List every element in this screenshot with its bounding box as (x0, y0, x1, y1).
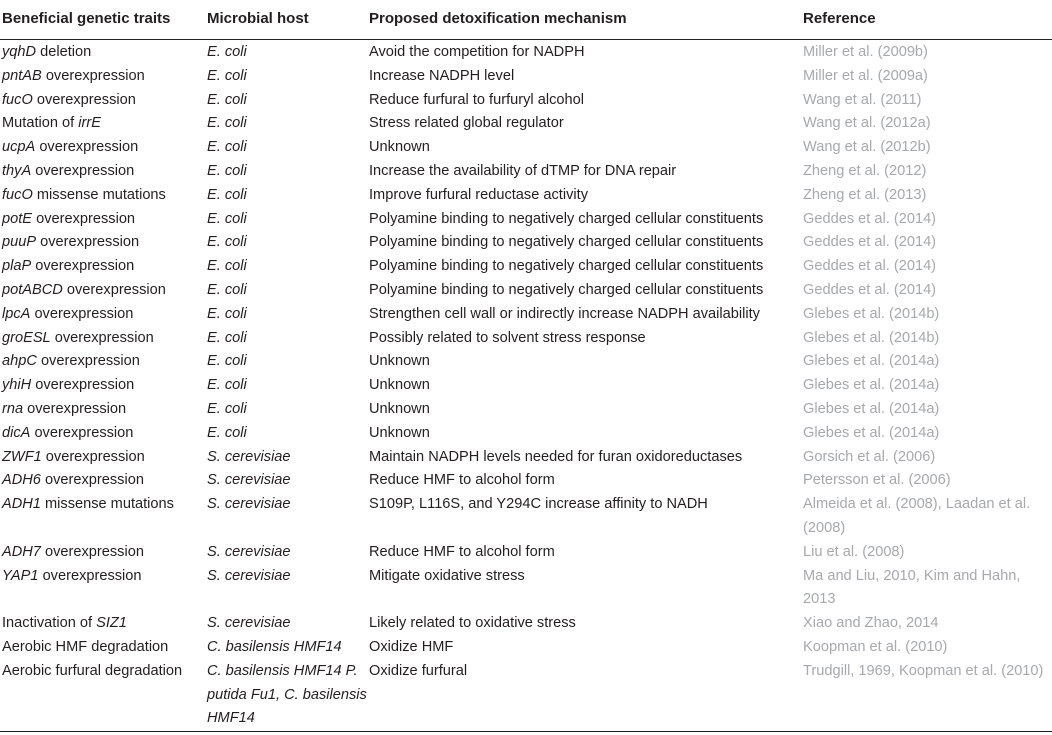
host-cell: E. coli (207, 186, 247, 203)
table-body (0, 40, 1052, 732)
trait-cell (0, 374, 205, 398)
table-row (0, 660, 1052, 732)
trait-cell (0, 612, 205, 636)
mechanism-cell: Polyamine binding to negatively charged cellular constituents (369, 234, 764, 251)
trait-cell (0, 446, 205, 470)
host-cell: S. cerevisiae (207, 496, 291, 513)
reference-cell: Ma and Liu, 2010, Kim and Hahn, 2013 (803, 567, 1021, 608)
mechanism-cell: Strengthen cell wall or indirectly increase NADPH availability (369, 305, 760, 322)
trait-cell (0, 493, 205, 541)
gene-name: groESL (2, 329, 51, 346)
host-cell: E. coli (207, 258, 247, 275)
mechanism-cell: Unknown (369, 139, 430, 156)
reference-cell: Miller et al. (2009a) (803, 67, 928, 84)
trait-suffix: deletion (36, 44, 92, 60)
trait-cell (0, 636, 205, 660)
reference-cell: Xiao and Zhao, 2014 (803, 615, 939, 632)
trait-suffix: overexpression (30, 305, 134, 322)
gene-name: ADH1 (2, 496, 41, 513)
trait-cell (0, 398, 205, 422)
reference-cell: Glebes et al. (2014a) (803, 424, 940, 441)
table-row (0, 184, 1052, 208)
table-row (0, 89, 1052, 113)
trait-cell (0, 565, 205, 613)
mechanism-cell: Unknown (369, 353, 430, 370)
mechanism-cell: Oxidize HMF (369, 638, 454, 655)
gene-name: SIZ1 (96, 615, 127, 632)
mechanism-cell: Increase the availability of dTMP for DNA repair (369, 162, 677, 179)
table-row (0, 565, 1052, 613)
reference-cell: Gorsich et al. (2006) (803, 448, 936, 465)
host-cell: E. coli (207, 281, 247, 298)
host-cell: E. coli (207, 162, 247, 179)
mechanism-cell: Polyamine binding to negatively charged cellular constituents (369, 258, 764, 275)
table-row (0, 160, 1052, 184)
table-row (0, 279, 1052, 303)
table-row (0, 350, 1052, 374)
table-row (0, 208, 1052, 232)
mechanism-cell: Maintain NADPH levels needed for furan oxidoreductases (369, 448, 743, 465)
trait-suffix: overexpression (30, 424, 134, 441)
table-row (0, 65, 1052, 89)
table-row (0, 303, 1052, 327)
trait-prefix: Inactivation of (2, 615, 97, 632)
host-cell: E. coli (207, 234, 247, 251)
host-cell: E. coli (207, 377, 247, 394)
mechanism-cell: Mitigate oxidative stress (369, 567, 525, 584)
host-cell: S. cerevisiae (207, 615, 291, 632)
gene-name: irrE (78, 115, 101, 132)
gene-name: ucpA (2, 139, 36, 156)
trait-suffix: overexpression (50, 329, 154, 346)
reference-cell: Glebes et al. (2014b) (803, 329, 940, 346)
mechanism-cell: Stress related global regulator (369, 115, 564, 132)
trait-suffix: overexpression (32, 210, 136, 227)
host-cell: E. coli (207, 305, 247, 322)
table-row (0, 136, 1052, 160)
reference-cell: Wang et al. (2012b) (803, 139, 931, 156)
trait-cell (0, 136, 205, 160)
trait-suffix: overexpression (40, 543, 144, 560)
host-cell: E. coli (207, 115, 247, 132)
reference-cell: Wang et al. (2012a) (803, 115, 931, 132)
trait-suffix: overexpression (31, 377, 135, 394)
table-row (0, 493, 1052, 541)
mechanism-cell: Reduce HMF to alcohol form (369, 543, 555, 560)
trait-cell (0, 65, 205, 89)
table-row (0, 112, 1052, 136)
trait-cell (0, 40, 205, 65)
trait-cell (0, 255, 205, 279)
trait-cell (0, 184, 205, 208)
reference-cell: Geddes et al. (2014) (803, 258, 937, 275)
table-row (0, 327, 1052, 351)
reference-cell: Glebes et al. (2014a) (803, 400, 940, 417)
trait-cell (0, 208, 205, 232)
reference-cell: Glebes et al. (2014b) (803, 305, 940, 322)
trait-suffix: overexpression (40, 472, 144, 489)
mechanism-cell: Polyamine binding to negatively charged cellular constituents (369, 281, 764, 298)
reference-cell: Petersson et al. (2006) (803, 472, 951, 489)
gene-name: fucO (2, 186, 33, 203)
host-cell: C. basilensis HMF14 (207, 638, 342, 655)
mechanism-cell: Polyamine binding to negatively charged cellular constituents (369, 210, 764, 227)
reference-cell: Glebes et al. (2014a) (803, 353, 940, 370)
header-trait: Beneficial genetic traits (0, 0, 205, 40)
gene-name: yqhD (2, 44, 37, 60)
host-cell: E. coli (207, 139, 247, 156)
host-cell: S. cerevisiae (207, 543, 291, 560)
trait-cell (0, 160, 205, 184)
gene-name: rna (2, 400, 24, 417)
gene-name: pntAB (2, 67, 42, 84)
table-row (0, 541, 1052, 565)
table-row (0, 612, 1052, 636)
host-cell: E. coli (207, 353, 247, 370)
gene-name: fucO (2, 91, 33, 108)
mechanism-cell: Reduce furfural to furfuryl alcohol (369, 91, 584, 108)
mechanism-cell: Unknown (369, 424, 430, 441)
table-row (0, 446, 1052, 470)
reference-cell: Koopman et al. (2010) (803, 638, 948, 655)
reference-cell: Liu et al. (2008) (803, 543, 905, 560)
host-cell: E. coli (207, 91, 247, 108)
table-row (0, 374, 1052, 398)
trait-cell (0, 112, 205, 136)
table-row (0, 255, 1052, 279)
table-header (0, 0, 1052, 40)
trait-cell (0, 231, 205, 255)
trait-prefix: Aerobic furfural degradation (2, 662, 183, 679)
trait-suffix: overexpression (31, 258, 135, 275)
table-row (0, 398, 1052, 422)
table-row (0, 40, 1052, 65)
reference-cell: Almeida et al. (2008), Laadan et al. (2008) (803, 496, 1031, 536)
host-cell: S. cerevisiae (207, 472, 291, 489)
mechanism-cell: S109P, L116S, and Y294C increase affinity to NADH (369, 496, 708, 513)
gene-name: YAP1 (2, 567, 39, 584)
table-row (0, 636, 1052, 660)
host-cell: E. coli (207, 210, 247, 227)
trait-cell (0, 660, 205, 732)
trait-suffix: overexpression (38, 567, 142, 584)
mechanism-cell: Likely related to oxidative stress (369, 615, 576, 632)
header-reference: Reference (801, 0, 1052, 40)
trait-suffix: overexpression (41, 448, 145, 465)
gene-name: ADH6 (2, 472, 41, 489)
gene-name: ahpC (2, 353, 37, 370)
trait-cell (0, 350, 205, 374)
trait-cell (0, 303, 205, 327)
reference-cell: Glebes et al. (2014a) (803, 377, 940, 394)
trait-suffix: overexpression (32, 91, 136, 108)
trait-suffix: overexpression (35, 139, 139, 156)
trait-cell (0, 327, 205, 351)
gene-name: plaP (2, 258, 32, 275)
gene-name: lpcA (2, 305, 31, 322)
trait-prefix: Aerobic HMF degradation (2, 638, 169, 655)
reference-cell: Geddes et al. (2014) (803, 281, 937, 298)
trait-suffix: missense mutations (40, 496, 174, 513)
gene-name: thyA (2, 162, 32, 179)
host-cell: S. cerevisiae (207, 448, 291, 465)
trait-suffix: missense mutations (32, 186, 166, 203)
reference-cell: Geddes et al. (2014) (803, 210, 937, 227)
trait-cell (0, 469, 205, 493)
host-cell: E. coli (207, 67, 247, 84)
mechanism-cell: Improve furfural reductase activity (369, 186, 588, 203)
reference-cell: Miller et al. (2009b) (803, 44, 928, 60)
table-row (0, 469, 1052, 493)
host-cell: E. coli (207, 44, 247, 60)
header-host: Microbial host (205, 0, 367, 40)
trait-cell (0, 422, 205, 446)
trait-suffix: overexpression (36, 234, 140, 251)
reference-cell: Trudgill, 1969, Koopman et al. (2010) (801, 660, 1052, 732)
trait-cell (0, 89, 205, 113)
host-cell: E. coli (207, 424, 247, 441)
trait-suffix: overexpression (23, 400, 127, 417)
table-row (0, 422, 1052, 446)
gene-name: ZWF1 (2, 448, 42, 465)
table-row (0, 231, 1052, 255)
mechanism-cell: Oxidize furfural (367, 660, 801, 732)
trait-suffix: overexpression (41, 67, 145, 84)
host-cell: C. basilensis HMF14 P. putida Fu1, C. basilensis HMF14 (205, 660, 367, 732)
mechanism-cell: Avoid the competition for NADPH (369, 44, 585, 60)
gene-name: potABCD (2, 281, 63, 298)
host-cell: E. coli (207, 400, 247, 417)
reference-cell: Wang et al. (2011) (803, 91, 922, 108)
trait-cell (0, 541, 205, 565)
header-mechanism: Proposed detoxification mechanism (367, 0, 801, 40)
trait-suffix: overexpression (36, 353, 140, 370)
host-cell: S. cerevisiae (207, 567, 291, 584)
mechanism-cell: Unknown (369, 400, 430, 417)
gene-name: dicA (2, 424, 31, 441)
trait-cell (0, 279, 205, 303)
gene-name: puuP (2, 234, 37, 251)
mechanism-cell: Increase NADPH level (369, 67, 515, 84)
host-cell: E. coli (207, 329, 247, 346)
trait-prefix: Mutation of (2, 115, 79, 132)
trait-suffix: overexpression (31, 162, 135, 179)
gene-name: ADH7 (2, 543, 41, 560)
gene-name: yhiH (2, 377, 32, 394)
gene-name: potE (2, 210, 33, 227)
mechanism-cell: Unknown (369, 377, 430, 394)
reference-cell: Zheng et al. (2013) (803, 186, 927, 203)
mechanism-cell: Possibly related to solvent stress response (369, 329, 646, 346)
reference-cell: Zheng et al. (2012) (803, 162, 927, 179)
trait-suffix: overexpression (62, 281, 166, 298)
mechanism-cell: Reduce HMF to alcohol form (369, 472, 555, 489)
reference-cell: Geddes et al. (2014) (803, 234, 937, 251)
header-row (0, 0, 1052, 40)
